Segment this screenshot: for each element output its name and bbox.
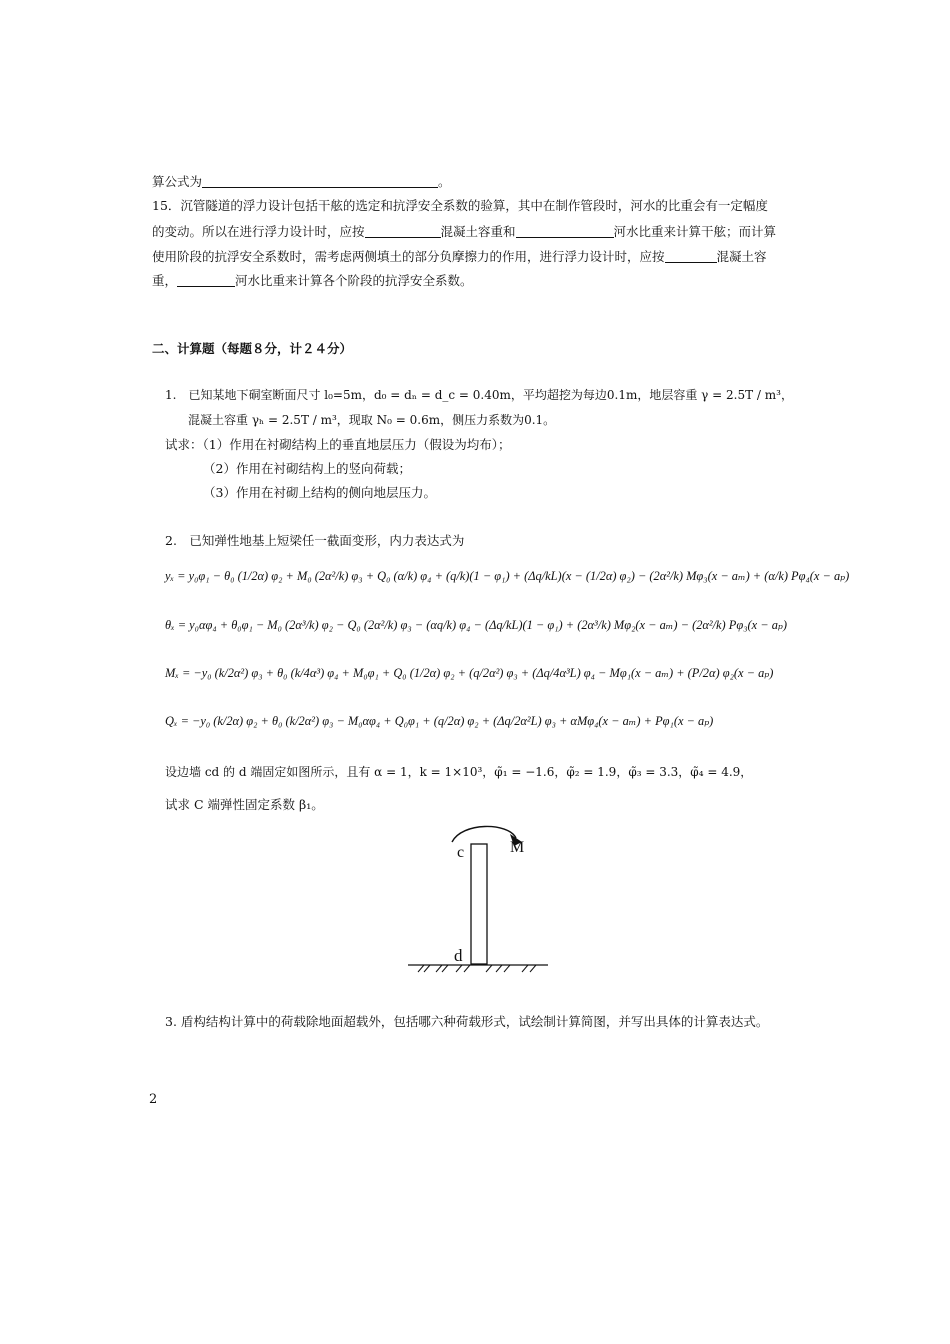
equation-m: Mₓ = −y₀ (k/2α²) φ₃ + θ₀ (k/4α³) φ₄ + M₀φ₁ + Q₀ (1/2α) φ₂ + (q/2α²) φ₃ + (Δq/4α³L) φ₄ − Mφ₁(x − aₘ) + (P/2α) φ₂(x − aₚ) bbox=[165, 666, 774, 680]
answer-blank bbox=[177, 274, 235, 287]
label-c: c bbox=[457, 844, 465, 861]
p1-line1: 1. 已知某地下硐室断面尺寸 l₀=5m，d₀ = dₙ = d_c = 0.40m，平均超挖为每边0.1m，地层容重 γ = 2.5T / m³， bbox=[165, 388, 793, 402]
q15-line4 bbox=[152, 274, 473, 288]
ground-hatch bbox=[418, 965, 536, 972]
formula-line-suffix: 。 bbox=[438, 174, 451, 189]
equation-theta: θₓ = y₀αφ₄ + θ₀φ₁ − M₀ (2α³/k) φ₂ − Q₀ (2α²/k) φ₃ − (αq/k) φ₄ − (Δq/kL)(1 − φ₁) + (2α³/k) Mφ₂(x − aₘ) − (2α²/k) Pφ₃(x − aₚ) bbox=[165, 618, 787, 632]
q15-line4-b: 河水比重来计算各个阶段的抗浮安全系数。 bbox=[235, 273, 473, 288]
q15-line4-a: 重， bbox=[152, 273, 178, 288]
answer-blank bbox=[516, 225, 614, 238]
answer-blank bbox=[202, 175, 438, 188]
q15-line3-b: 混凝土容 bbox=[716, 249, 767, 264]
q15-line2 bbox=[152, 225, 776, 239]
q15-line1: 15．沉管隧道的浮力设计包括干舷的选定和抗浮安全系数的验算，其中在制作管段时，河水的比重会有一定幅度 bbox=[152, 198, 768, 213]
p2-given: 设边墙 cd 的 d 端固定如图所示，且有 α = 1，k = 1×10³，φ̃₁ = −1.6，φ̃₂ = 1.9，φ̃₃ = 3.3，φ̃₄ = 4.9， bbox=[165, 765, 753, 779]
page-number: 2 bbox=[149, 1092, 158, 1107]
wall-figure bbox=[400, 820, 560, 980]
p1-line2: 混凝土容重 γₕ = 2.5T / m³，现取 N₀ = 0.6m，侧压力系数为0.1。 bbox=[188, 413, 556, 427]
q15-line2-b: 混凝土容重和 bbox=[440, 224, 516, 239]
label-m: M bbox=[510, 839, 525, 856]
p1-ask3: （3）作用在衬砌上结构的侧向地层压力。 bbox=[203, 485, 436, 500]
p2-ask: 试求 C 端弹性固定系数 β₁。 bbox=[165, 797, 324, 812]
formula-line-prefix: 算公式为 bbox=[152, 174, 203, 189]
equation-y: yₓ = y₀φ₁ − θ₀ (1/2α) φ₂ + M₀ (2α²/k) φ₃ + Q₀ (α/k) φ₄ + (q/k)(1 − φ₁) + (Δq/kL)(x − (1/2α) φ₂) − (2α²/k) Mφ₃(x − aₘ) + (α/k) Pφ₄(x − aₚ) bbox=[165, 569, 850, 583]
answer-blank bbox=[365, 225, 441, 238]
formula-line bbox=[152, 175, 451, 189]
equation-q: Qₓ = −y₀ (k/2α) φ₂ + θ₀ (k/2α²) φ₃ − M₀αφ₄ + Q₀φ₁ + (q/2α) φ₂ + (Δq/2α²L) φ₃ + αMφ₄(x − aₘ) + Pφ₁(x − aₚ) bbox=[165, 714, 714, 728]
q15-line2-a: 的变动。所以在进行浮力设计时，应按 bbox=[152, 224, 365, 239]
answer-blank bbox=[665, 250, 717, 263]
p2-intro: 2. 已知弹性地基上短梁任一截面变形，内力表达式为 bbox=[165, 533, 465, 548]
label-d: d bbox=[454, 946, 463, 965]
q15-line3-a: 使用阶段的抗浮安全系数时，需考虑两侧填土的部分负摩擦力的作用，进行浮力设计时，应按 bbox=[152, 249, 665, 264]
moment-arrow-arc bbox=[452, 826, 516, 842]
p1-ask2: （2）作用在衬砌结构上的竖向荷载； bbox=[203, 461, 411, 476]
p3-text: 3. 盾构结构计算中的荷载除地面超载外，包括哪六种荷载形式，试绘制计算简图，并写出具体的计算表达式。 bbox=[165, 1014, 769, 1029]
wall-cd bbox=[471, 844, 487, 964]
p1-ask1: 试求：（1）作用在衬砌结构上的垂直地层压力（假设为均布）； bbox=[165, 437, 511, 452]
section-heading: 二、计算题（每题８分，计２４分） bbox=[152, 341, 353, 356]
q15-line2-c: 河水比重来计算干舷；而计算 bbox=[613, 224, 777, 239]
q15-line3 bbox=[152, 250, 767, 264]
